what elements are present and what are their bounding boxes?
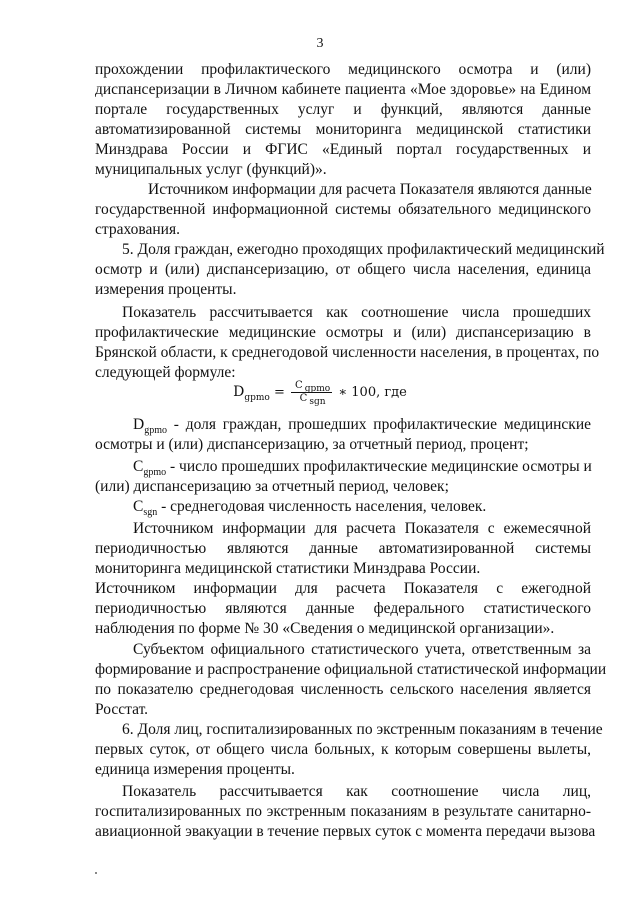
definition-symbol-sub: sgn <box>143 507 158 519</box>
text-line: государственной информационной системы обязательного медицинского <box>95 201 591 218</box>
definition-symbol: D <box>133 416 145 433</box>
formula-denominator-sub: sgn <box>309 397 326 407</box>
text-line: 5. Доля граждан, ежегодно проходящих профилактический медицинский <box>122 241 605 258</box>
text-line: единица измерения проценты. <box>95 761 295 778</box>
definition-line <box>133 457 591 477</box>
text-line: Брянской области, к среднегодовой численности населения, в процентах, по <box>95 344 600 361</box>
text-line: прохождении профилактического медицинского осмотра и (или) <box>95 61 591 78</box>
text-line: Источником информации для расчета Показателя являются данные <box>148 181 592 198</box>
text-line: осмотр и (или) диспансеризацию, от общего числа населения, единица <box>95 261 591 278</box>
formula-numerator: C <box>295 380 303 391</box>
text-line: Минздрава России и ФГИС «Единый портал государственных и <box>95 141 591 158</box>
definition-symbol: C <box>133 498 144 515</box>
text-line: мониторинга медицинской статистики Минздрава России. <box>95 560 481 577</box>
definition-line <box>133 415 591 435</box>
text-line: первых суток, от общего числа больных, к которым совершены вылеты, <box>95 741 591 758</box>
text-line: по показателю среднегодовая численность сельского населения является <box>95 681 591 698</box>
text-line: муниципальных услуг (функций)». <box>95 161 327 178</box>
text-line: 6. Доля лиц, госпитализированных по экстренным показаниям в течение <box>122 721 603 738</box>
text-line: периодичностью являются данные автоматизированной системы <box>95 540 591 557</box>
definition-text: - доля граждан, прошедших профилактические медицинские <box>166 416 591 433</box>
text-line: формирование и распространение официальной статистической информации <box>95 661 607 678</box>
text-line: осмотры и (или) диспансеризацию, за отчетный период, процент; <box>95 436 529 453</box>
definition-line <box>133 497 591 517</box>
formula-lhs: D <box>233 384 245 400</box>
text-line: Субъектом официального статистического учета, ответственным за <box>133 641 591 658</box>
scan-speck <box>95 872 97 874</box>
text-line: Росстат. <box>95 701 149 718</box>
formula-rest: ∗ 100, где <box>338 385 407 400</box>
text-line: портале государственных услуг и функций, являются данные <box>95 101 591 118</box>
text-line: диспансеризации в Личном кабинете пациента «Мое здоровье» на Едином <box>95 81 591 98</box>
definition-text: - среднегодовая численность населения, человек. <box>157 498 487 515</box>
formula <box>0 380 640 405</box>
page-number: 3 <box>316 36 324 51</box>
formula-equals: = <box>273 385 285 400</box>
formula-numerator-sub: gpmo <box>304 384 331 394</box>
text-line: Показатель рассчитывается как соотношение числа лиц, <box>122 783 591 800</box>
text-line: госпитализированных по экстренным показаниям в результате санитарно- <box>95 803 591 820</box>
formula-fraction <box>291 380 332 405</box>
text-line: наблюдения по форме № 30 «Сведения о медицинской организации». <box>95 620 555 637</box>
text-line: автоматизированной системы мониторинга медицинской статистики <box>95 121 591 138</box>
text-line: периодичностью являются данные федерального статистического <box>95 600 591 617</box>
text-line: следующей формуле: <box>95 364 236 381</box>
definition-symbol-sub: gpmo <box>144 425 167 437</box>
text-line: страхования. <box>95 221 180 238</box>
definition-text: - число прошедших профилактические медицинские осмотры и <box>166 458 592 475</box>
text-line: (или) диспансеризацию за отчетный период, человек; <box>95 478 449 495</box>
formula-denominator: C <box>299 393 308 404</box>
text-line: авиационной эвакуации в течение первых суток с момента передачи вызова <box>95 823 596 840</box>
text-line: профилактические медицинские осмотры и (или) диспансеризацию в <box>95 324 591 341</box>
definition-symbol: C <box>133 458 144 475</box>
text-line: измерения проценты. <box>95 281 237 298</box>
text-line: Источником информации для расчета Показателя с ежегодной <box>95 580 591 597</box>
formula-lhs-sub: gpmo <box>244 392 270 403</box>
text-line: Показатель рассчитывается как соотношение числа прошедших <box>122 304 591 321</box>
definition-symbol-sub: gpmo <box>143 467 167 479</box>
text-line: Источником информации для расчета Показателя с ежемесячной <box>133 520 591 537</box>
